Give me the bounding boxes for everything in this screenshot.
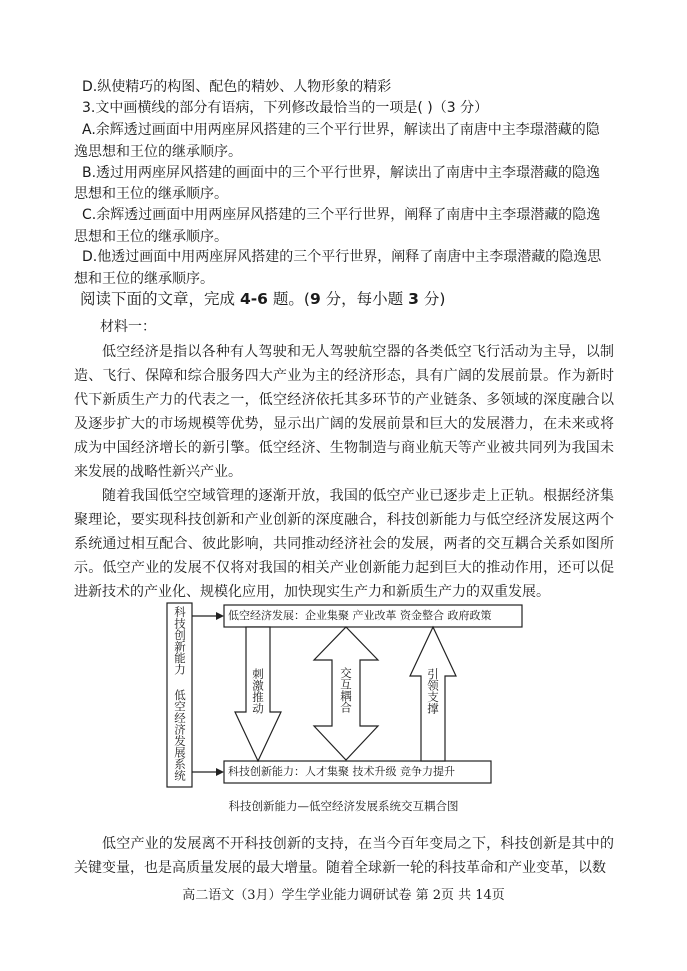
material-label: 材料一： xyxy=(100,319,156,335)
option-d-line2: 想和王位的继承顺序。 xyxy=(74,271,214,287)
paragraph-1: 低空经济是指以各种有人驾驶和无人驾驶航空器的各类低空飞行活动为主导，以制造、飞行、保障和综合服务四大产业为主的经济形态，具有广阔的发展前景。作为新时代下新质生产力的代表之一，低空经济依托其多环节的产业链条、多领域的深度融合以及逐步扩大的市场规模等优势，显示出广阔的发展前景和巨大的发展潜力，在未来或将成为中国经济增长的新引擎。低空经济、生物制造与商业航天等产业被共同列为我国未来发展的战略性新兴产业。 xyxy=(74,344,614,480)
option-d-line1: D.他透过画面中用两座屏风搭建的三个平行世界，阐释了南唐中主李璟潜藏的隐逸思 xyxy=(82,249,602,265)
top-box-text: 低空经济发展：企业集聚 产业改革 资金整合 政府政策 xyxy=(228,609,492,622)
diagram-caption: 科技创新能力—低空经济发展系统交互耦合图 xyxy=(228,799,459,813)
paragraph-3: 低空产业的发展离不开科技创新的支持，在当今百年变局之下，科技创新是其中的关键变量，也是高质量发展的最大增量。随着全球新一轮的科技革命和产业变革，以数 xyxy=(74,836,614,876)
arrow-up-label: 引领支撑 xyxy=(426,668,440,714)
arrow-both-label: 交互耦合 xyxy=(339,667,353,713)
page-footer: 高二语文（3月）学生学业能力调研试卷 第 2页 共 14页 xyxy=(182,888,505,903)
left-box-text: 科技创新能力 低空经济发展系统 xyxy=(173,606,187,781)
option-b-line2: 思想和王位的继承顺序。 xyxy=(74,186,228,202)
section-heading: 阅读下面的文章，完成 4-6 题。(9 分，每小题 3 分) xyxy=(80,290,446,308)
question-3: 3.文中画横线的部分有语病，下列修改最恰当的一项是( )（3 分） xyxy=(82,100,489,116)
option-d-previous: D.纵使精巧的构图、配色的精妙、人物形象的精彩 xyxy=(82,79,392,95)
paragraph-2: 随着我国低空空域管理的逐渐开放，我国的低空产业已逐步走上正轨。根据经济集聚理论，要实现科技创新和产业创新的深度融合，科技创新能力与低空经济发展这两个系统通过相互配合、彼此影响，共同推动经济社会的发展，两者的交互耦合关系如图所示。低空产业的发展不仅将对我国的相关产业创新能力起到巨大的推动作用，还可以促进新技术的产业化、规模化应用，加快现实生产力和新质生产力的双重发展。 xyxy=(74,488,614,600)
arrow-right-top-icon xyxy=(216,612,224,620)
option-a-line2: 逸思想和王位的继承顺序。 xyxy=(74,144,242,160)
option-c-line1: C.余辉透过画面中用两座屏风搭建的三个平行世界，阐释了南唐中主李璟潜藏的隐逸 xyxy=(82,207,601,223)
arrow-down-label: 刺激推动 xyxy=(251,668,265,714)
option-a-line1: A.余辉透过画面中用两座屏风搭建的三个平行世界，解读出了南唐中主李璟潜藏的隐 xyxy=(82,122,600,138)
option-b-line1: B.透过用两座屏风搭建的画面中的三个平行世界，解读出了南唐中主李璟潜藏的隐逸 xyxy=(82,165,601,181)
option-c-line2: 思想和王位的继承顺序。 xyxy=(74,229,228,245)
arrow-right-bottom-icon xyxy=(216,768,224,776)
bottom-box-text: 科技创新能力：人才集聚 技术升级 竞争力提升 xyxy=(228,765,455,778)
